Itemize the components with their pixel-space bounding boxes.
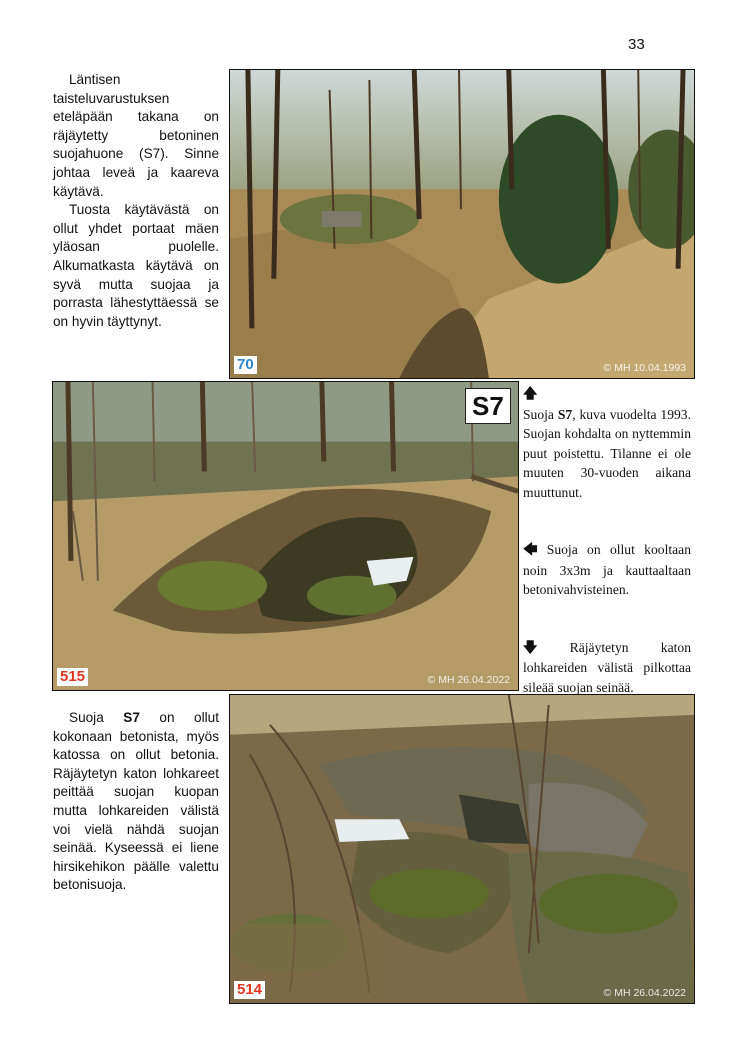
photo-copyright: © MH 26.04.2022	[427, 674, 510, 686]
shelter-label: S7	[465, 388, 511, 424]
intro-paragraph-2: Tuosta käytävästä on ollut yhdet portaat mäen yläosan puolelle. Alkumatkasta käytävä on syvä mutta suojaa ja porrasta lähestyttäessä se on hyvin täyttynyt.	[53, 202, 219, 329]
caption-block-2	[523, 540, 691, 600]
photo-70	[229, 69, 695, 379]
right-caption	[523, 384, 691, 697]
description-text: on ollut kokonaan betonista, myös katossa on ollut betonia. Räjäytetyn katon lohkareet peittää suojan kuopan mutta lohkareiden välistä voi vielä nähdä suojan seinää. Kyseessä ei liene hirsikehikon päälle valettu betonisuoja.	[53, 710, 219, 893]
caption-prefix: Suoja	[523, 406, 558, 422]
shelter-description	[53, 709, 219, 895]
photo-515	[52, 381, 519, 691]
photo-number: 515	[57, 668, 88, 686]
caption-block-1	[523, 384, 691, 502]
forest-trench-image	[230, 70, 694, 378]
caption-text: , kuva vuodelta 1993. Suojan kohdalta on nyttemmin puut poistettu. Tilanne ei ole muuten 30-vuoden aikana muuttunut.	[523, 406, 691, 500]
page-number: 33	[628, 36, 645, 53]
caption-block-3	[523, 638, 691, 698]
arrow-left-icon: 🡄	[523, 542, 538, 558]
concrete-blocks-image	[230, 695, 694, 1003]
photo-number: 70	[234, 356, 257, 374]
description-paragraph	[53, 709, 219, 895]
arrow-up-icon: 🡅	[523, 386, 538, 402]
photo-number: 514	[234, 981, 265, 999]
photo-514	[229, 694, 695, 1004]
caption-text: Suoja on ollut kooltaan noin 3x3m ja kauttaaltaan betonivahvisteinen.	[523, 542, 691, 597]
description-prefix: Suoja	[69, 710, 124, 725]
photo-copyright: © MH 26.04.2022	[603, 987, 686, 999]
caption-text: Räjäytetyn katon lohkareiden välistä pilkottaa sileää suojan seinää.	[523, 639, 691, 695]
arrow-down-icon: 🡇	[523, 639, 538, 656]
shelter-code: S7	[557, 406, 573, 422]
photo-copyright: © MH 10.04.1993	[603, 362, 686, 374]
intro-paragraph-1: Läntisen taisteluvarustuksen eteläpään takana on räjäytetty betoninen suojahuone (S7). Sinne johtaa leveä ja kaareva käytävä.	[53, 72, 219, 199]
shelter-code: S7	[123, 710, 140, 725]
intro-text	[53, 71, 219, 331]
shelter-pit-image	[53, 382, 518, 690]
